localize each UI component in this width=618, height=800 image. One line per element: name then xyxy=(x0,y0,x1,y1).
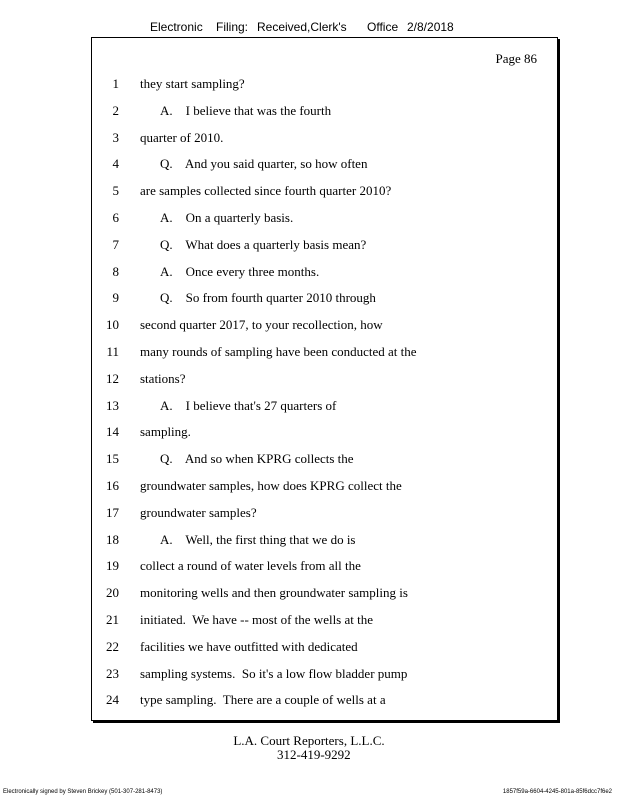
header-filing: Filing: xyxy=(216,20,249,34)
line-text: A. I believe that's 27 quarters of xyxy=(160,397,337,413)
line-number: 6 xyxy=(112,210,119,225)
line-number: 14 xyxy=(106,424,119,440)
header-date: 2/8/2018 xyxy=(407,20,454,34)
line-text: Q. What does a quarterly basis mean? xyxy=(160,236,367,252)
line-number: 23 xyxy=(106,665,119,681)
line-number: 1 xyxy=(112,76,119,91)
line-text: sampling. xyxy=(140,424,191,440)
footer-company: L.A. Court Reporters, L.L.C. xyxy=(233,733,385,748)
line-text: many rounds of sampling have been conducted at the xyxy=(140,344,417,359)
line-text: A. On a quarterly basis. xyxy=(160,210,294,225)
header-electronic: Electronic xyxy=(150,20,203,34)
line-number: 3 xyxy=(112,129,119,145)
line-text: A. Well, the first thing that we do is xyxy=(160,531,356,547)
line-number: 8 xyxy=(112,263,119,279)
line-text: Q. And you said quarter, so how often xyxy=(160,156,368,172)
line-text: Q. And so when KPRG collects the xyxy=(160,451,354,467)
line-number: 12 xyxy=(106,370,119,386)
line-number: 19 xyxy=(106,558,119,574)
line-text: sampling systems. So it's a low flow bladder pump xyxy=(140,665,408,681)
line-number: 9 xyxy=(112,290,119,306)
line-text: monitoring wells and then groundwater sampling is xyxy=(140,585,408,601)
transcript-page xyxy=(91,37,558,721)
line-text: second quarter 2017, to your recollection, how xyxy=(140,317,383,333)
page-number: Page 86 xyxy=(495,51,537,66)
footer-phone: 312-419-9292 xyxy=(277,747,351,762)
line-text: initiated. We have -- most of the wells at the xyxy=(140,612,374,627)
line-number: 2 xyxy=(112,102,119,118)
line-text: quarter of 2010. xyxy=(140,129,224,145)
line-text: stations? xyxy=(140,370,186,386)
header-office: Office xyxy=(367,20,399,34)
line-number: 22 xyxy=(106,638,119,654)
line-number: 11 xyxy=(106,344,119,359)
signature-right: 1857f59a-6604-4245-801a-85f6dcc7f6e2 xyxy=(502,789,612,795)
line-text: A. Once every three months. xyxy=(160,263,320,279)
line-text: groundwater samples? xyxy=(140,504,257,520)
line-number: 18 xyxy=(106,531,119,547)
line-number: 17 xyxy=(106,504,119,520)
line-text: Q. So from fourth quarter 2010 through xyxy=(160,290,376,306)
line-text: groundwater samples, how does KPRG collect the xyxy=(140,478,402,493)
line-number: 15 xyxy=(106,451,119,467)
line-number: 21 xyxy=(106,612,119,627)
header-received: Received,Clerk's xyxy=(257,20,347,34)
line-number: 20 xyxy=(106,585,119,601)
line-number: 4 xyxy=(112,156,119,172)
line-number: 10 xyxy=(106,317,119,333)
line-text: they start sampling? xyxy=(140,76,245,91)
line-number: 13 xyxy=(106,397,119,413)
line-number: 7 xyxy=(112,236,119,252)
line-text: A. I believe that was the fourth xyxy=(160,102,332,118)
line-number: 5 xyxy=(112,183,119,199)
line-text: facilities we have outfitted with dedicated xyxy=(140,638,358,654)
signature-left: Electronically signed by Steven Brickey (501-307-281-8473) xyxy=(3,789,163,795)
line-text: are samples collected since fourth quarter 2010? xyxy=(140,183,392,199)
line-number: 24 xyxy=(106,692,119,708)
line-text: type sampling. There are a couple of wells at a xyxy=(140,692,386,708)
line-text: collect a round of water levels from all the xyxy=(140,558,361,574)
line-number: 16 xyxy=(106,478,119,493)
